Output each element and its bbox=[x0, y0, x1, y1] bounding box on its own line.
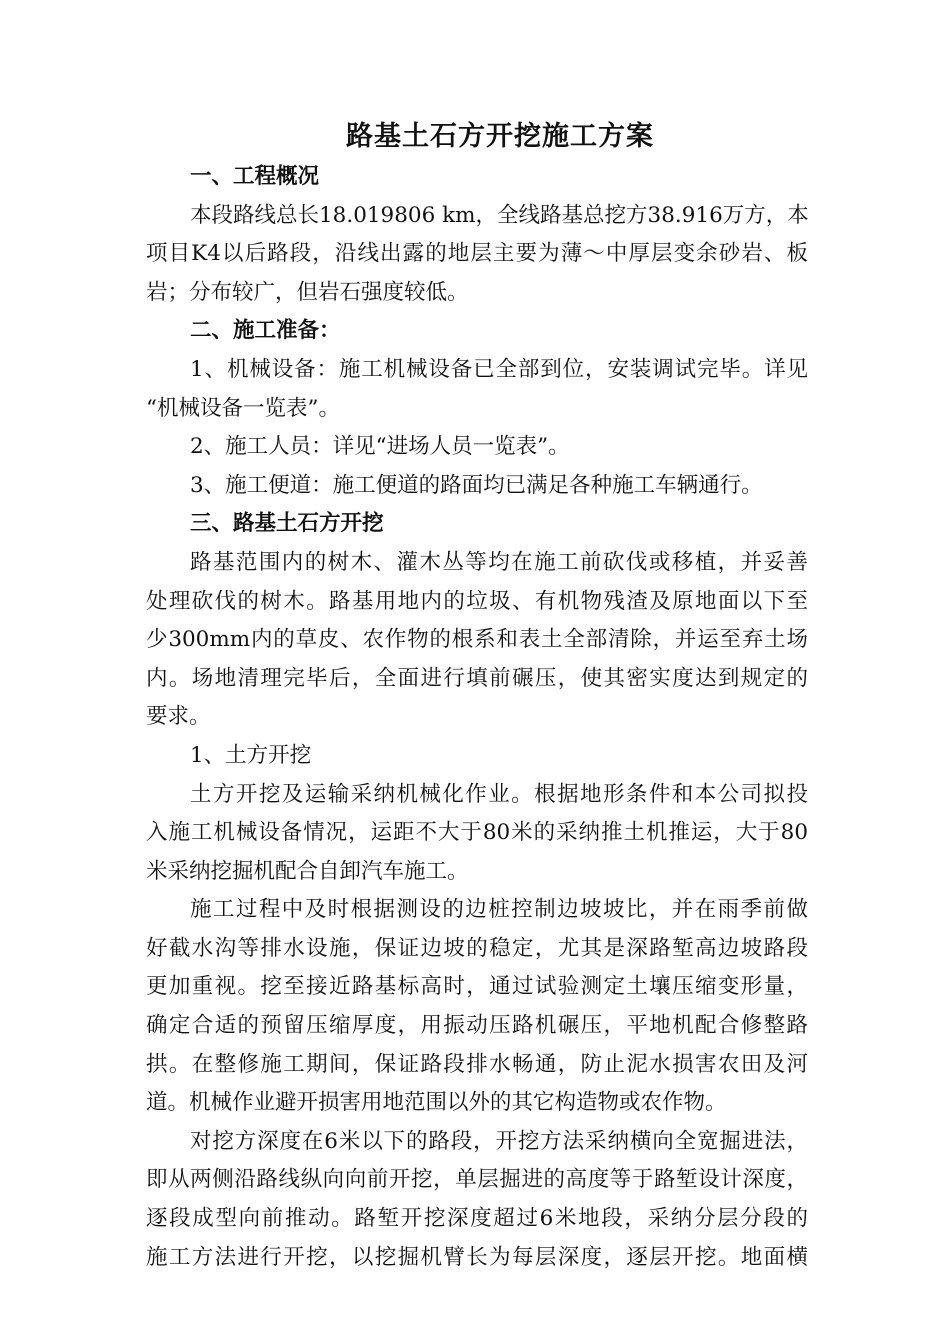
section-heading: 三、路基土石方开挖 bbox=[190, 511, 384, 537]
body-text-line: 1、机械设备：施工机械设备已全部到位，安装调试完毕。详见 bbox=[190, 356, 808, 382]
section-heading: 一、工程概况 bbox=[190, 164, 320, 189]
body-text-line: 少300mm内的草皮、农作物的根系和表土全部清除，并运至弃土场 bbox=[146, 627, 808, 653]
body-text-line: 即从两侧沿路线纵向向前开挖，单层掘进的高度等于路堑设计深度， bbox=[146, 1167, 808, 1193]
body-text-line: 米采纳挖掘机配合自卸汽车施工。 bbox=[146, 858, 469, 884]
body-text-line: 内。场地清理完毕后，全面进行填前碾压，使其密实度达到规定的 bbox=[146, 665, 808, 691]
body-text-line: 路基范围内的树木、灌木丛等均在施工前砍伐或移植，并妥善 bbox=[190, 549, 808, 575]
section-heading: 二、施工准备： bbox=[190, 318, 341, 344]
body-text-line: 逐段成型向前推动。路堑开挖深度超过6米地段，采纳分层分段的 bbox=[146, 1206, 808, 1232]
document-title: 路基土石方开挖施工方案 bbox=[346, 121, 654, 152]
body-text-line: 1、土方开挖 bbox=[190, 742, 312, 768]
document-body bbox=[146, 158, 808, 1277]
body-text-line: 施工过程中及时根据测设的边桩控制边坡坡比，并在雨季前做 bbox=[190, 897, 808, 923]
body-text-line: 岩；分布较广，但岩石强度较低。 bbox=[146, 279, 469, 305]
body-text-line: 土方开挖及运输采纳机械化作业。根据地形条件和本公司拟投 bbox=[190, 781, 808, 807]
body-text-line: 道。机械作业避开损害用地范围以外的其它构造物或农作物。 bbox=[146, 1090, 727, 1116]
body-text-line: 本段路线总长18.019806 km，全线路基总挖方38.916万方，本 bbox=[190, 202, 809, 228]
body-text-line: 确定合适的预留压缩厚度，用振动压路机碾压，平地机配合修整路 bbox=[146, 1013, 808, 1039]
body-text-line: 施工方法进行开挖，以挖掘机臂长为每层深度，逐层开挖。地面横 bbox=[146, 1244, 808, 1270]
body-text-line: 处理砍伐的树木。路基用地内的垃圾、有机物残渣及原地面以下至 bbox=[146, 588, 808, 614]
body-text-line: 项目K4以后路段，沿线出露的地层主要为薄～中厚层变余砂岩、板 bbox=[146, 241, 808, 267]
body-text-line: 好截水沟等排水设施，保证边坡的稳定，尤其是深路堑高边坡路段 bbox=[146, 935, 808, 961]
body-text-line: 3、施工便道：施工便道的路面均已满足各种施工车辆通行。 bbox=[190, 472, 763, 498]
body-text-line: 入施工机械设备情况，运距不大于80米的采纳推土机推运，大于80 bbox=[146, 820, 808, 846]
body-text-line: 要求。 bbox=[146, 704, 211, 730]
body-text-line: 拱。在整修施工期间，保证路段排水畅通，防止泥水损害农田及河 bbox=[146, 1051, 808, 1077]
body-text-line: 对挖方深度在6米以下的路段，开挖方法采纳横向全宽掘进法， bbox=[190, 1128, 808, 1154]
body-text-line: 2、施工人员：详见“进场人员一览表”。 bbox=[190, 434, 570, 460]
body-text-line: 更加重视。挖至接近路基标高时，通过试验测定土壤压缩变形量， bbox=[146, 974, 808, 1000]
body-text-line: “机械设备一览表”。 bbox=[146, 395, 340, 421]
